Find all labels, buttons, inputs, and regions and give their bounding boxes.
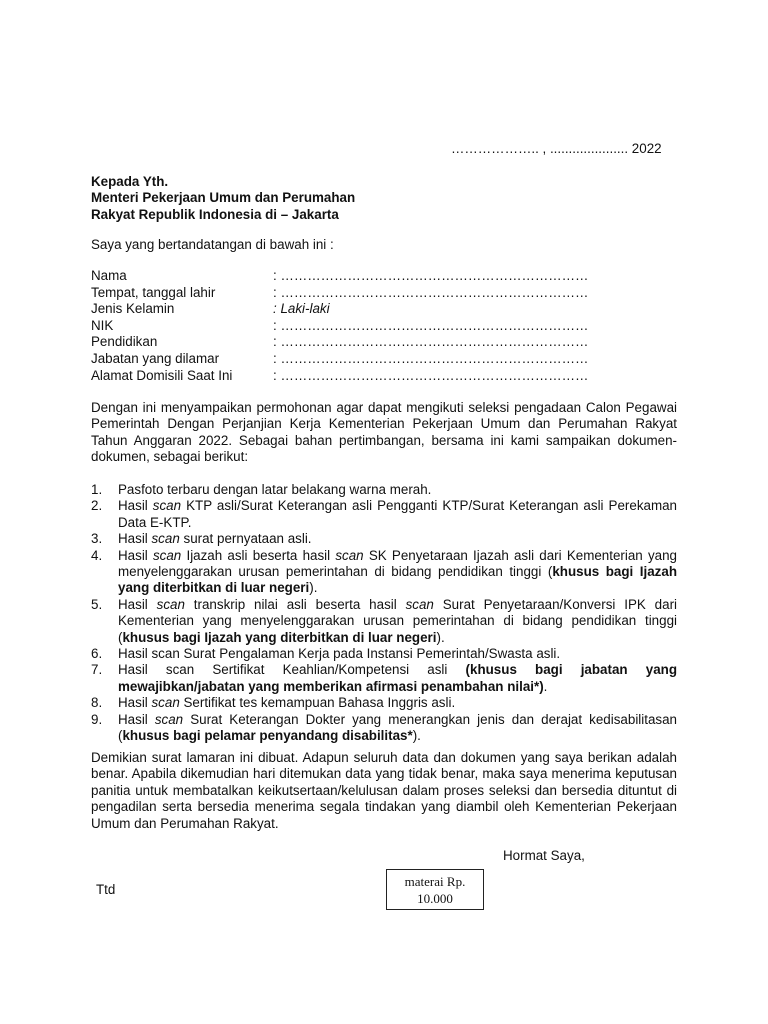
signature-placeholder: Ttd [96, 882, 116, 897]
list-text-italic: scan [152, 498, 182, 514]
list-text: Hasil [118, 547, 153, 563]
field-value: : …………………………………………………………… [273, 350, 589, 366]
list-text: Hasil [118, 498, 153, 514]
list-item [91, 662, 677, 695]
address-line-3: Rakyat Republik Indonesia di – Jakarta [91, 206, 339, 222]
list-text: Hasil scan Surat Pengalaman Kerja pada Instansi Pemerintah/Swasta asli. [118, 646, 561, 662]
request-paragraph: Dengan ini menyampaikan permohonan agar dapat mengikuti seleksi pengadaan Calon Pegawai Pemerintah Dengan Perjanjian Kerja Kementerian Pekerjaan Umum dan Perumahan Rakyat Tahun Anggaran 2022. Sebagai bahan pertimbangan, bersama ini kami sampaikan dokumen-dokumen, sebagai berikut: [91, 400, 677, 465]
list-item [91, 531, 677, 547]
list-text: ). [309, 580, 318, 596]
list-text-italic: scan [335, 547, 364, 563]
list-text: surat pernyataan asli. [179, 531, 312, 547]
list-text-italic: scan [151, 531, 180, 547]
list-number: 2. [91, 498, 103, 514]
list-text-italic: scan [151, 695, 180, 711]
closing-salutation: Hormat Saya, [503, 848, 585, 863]
list-text-italic: scan [405, 596, 434, 612]
field-label: Pendidikan [91, 334, 158, 350]
field-label: Jabatan yang dilamar [91, 350, 220, 366]
field-row-alamat [91, 368, 631, 385]
document-list [91, 482, 677, 745]
list-item [91, 646, 677, 662]
list-number: 3. [91, 531, 103, 547]
list-item [91, 712, 677, 745]
field-row-ttl [91, 285, 631, 302]
applicant-fields [91, 268, 631, 384]
list-text: Sertifikat tes kemampuan Bahasa Inggris asli. [179, 695, 456, 711]
field-row-jabatan [91, 351, 631, 368]
list-number: 5. [91, 596, 103, 612]
stamp-line-2: 10.000 [417, 891, 453, 906]
list-item [91, 548, 677, 597]
field-row-nik [91, 318, 631, 335]
list-text: KTP asli/Surat Keterangan asli Pengganti KTP/Surat Keterangan asli Perekaman Data E-KTP. [118, 498, 678, 530]
field-row-pendidikan [91, 334, 631, 351]
list-item [91, 695, 677, 711]
address-line-1: Kepada Yth. [91, 174, 169, 189]
field-value: : …………………………………………………………… [273, 334, 589, 350]
field-label: Nama [91, 268, 127, 283]
list-item [91, 482, 677, 498]
list-text-italic: scan [152, 547, 182, 563]
recipient-address [91, 174, 355, 223]
list-text: ). [412, 728, 421, 744]
list-item [91, 597, 677, 646]
field-label: Alamat Domisili Saat Ini [91, 367, 233, 383]
field-value: : …………………………………………………………… [273, 284, 589, 300]
field-value: : …………………………………………………………… [273, 317, 589, 333]
list-text: Surat Keterangan Dokter yang menerangkan jenis dan derajat kedisabilitasan ( [118, 711, 678, 744]
list-text: Hasil [118, 531, 152, 547]
field-label: Jenis Kelamin [91, 301, 175, 317]
list-number: 7. [91, 662, 103, 678]
list-text: transkrip nilai asli beserta hasil [184, 596, 406, 612]
list-text-italic: scan [156, 596, 185, 612]
list-number: 4. [91, 547, 103, 563]
field-value: : Laki-laki [273, 301, 330, 317]
closing-paragraph: Demikian surat lamaran ini dibuat. Adapun seluruh data dan dokumen yang saya berikan adalah benar. Apabila dikemudian hari ditemukan data yang tidak benar, maka saya menerima keputusan panitia untuk membatalkan keikutsertaan/kelulusan dalam proses seleksi dan bersedia dituntut di pengadilan serta bersedia menerima segala tindakan yang diambil oleh Kementerian Pekerjaan Umum dan Perumahan Rakyat. [91, 750, 677, 831]
list-text: Hasil [118, 596, 157, 612]
intro-text: Saya yang bertandatangan di bawah ini : [91, 237, 334, 252]
address-line-2: Menteri Pekerjaan Umum dan Perumahan [91, 190, 356, 206]
list-text: Ijazah asli beserta hasil [181, 547, 336, 563]
list-text: Hasil [118, 711, 155, 727]
field-row-nama [91, 268, 631, 285]
list-text: SK Penyetaraan Ijazah asli dari Kementerian yang menyelenggarakan urusan pemerintahan di bidang pendidikan tinggi ( [118, 547, 677, 580]
stamp-line-1: materai Rp. [404, 874, 466, 889]
list-text-italic: scan [154, 711, 184, 727]
list-item [91, 498, 677, 531]
field-label: NIK [91, 317, 114, 333]
stamp-box [386, 869, 484, 910]
field-row-gender [91, 301, 631, 318]
list-text: Surat Penyetaraan/Konversi IPK dari Kementerian yang menyelenggarakan urusan pemerintahan di bidang pendidikan tinggi ( [118, 596, 677, 645]
list-text-bold: khusus bagi pelamar penyandang disabilitas* [122, 728, 413, 744]
field-value: : …………………………………………………………… [273, 367, 589, 383]
list-number: 8. [91, 695, 103, 711]
list-number: 6. [91, 646, 103, 662]
list-text: Pasfoto terbaru dengan latar belakang warna merah. [118, 482, 432, 497]
list-number: 1. [91, 482, 103, 497]
list-text: Hasil [118, 695, 152, 711]
list-text: ). [436, 629, 445, 645]
list-text-bold: khusus bagi Ijazah yang diterbitkan di luar negeri [118, 564, 678, 596]
field-value: : …………………………………………………………… [273, 268, 589, 283]
list-text-bold: (khusus bagi jabatan yang mewajibkan/jabatan yang memberikan afirmasi penambahan nilai*) [118, 662, 677, 694]
list-text-bold: khusus bagi Ijazah yang diterbitkan di luar negeri [122, 629, 437, 645]
list-text: . [543, 678, 548, 694]
date-line: ……………….. , ..................... 2022 [451, 141, 662, 156]
list-text: Hasil scan Sertifikat Keahlian/Kompetensi asli [118, 662, 466, 678]
field-label: Tempat, tanggal lahir [91, 284, 216, 300]
list-number: 9. [91, 711, 103, 727]
